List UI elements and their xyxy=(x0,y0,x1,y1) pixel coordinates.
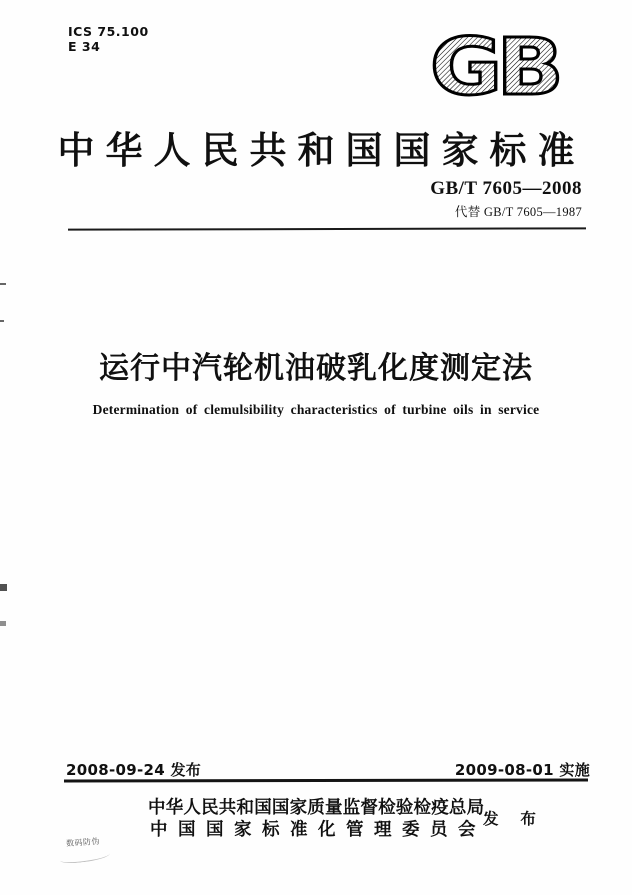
scan-artifact xyxy=(0,320,4,322)
national-standard-heading: 中华人民共和国国家标准 xyxy=(57,131,586,172)
document-title-english: Determination of clemulsibility characteristics of turbine oils in service xyxy=(92,402,540,417)
publish-label: 发 布 xyxy=(483,811,545,828)
ics-classification-block xyxy=(68,24,149,54)
publisher-line-2: 中国国家标准化管理委员会 xyxy=(150,819,486,839)
ics-code: ICS 75.100 xyxy=(68,24,149,39)
document-title-chinese: 运行中汽轮机油破乳化度测定法 xyxy=(99,351,533,386)
watermark-squiggle xyxy=(60,849,111,864)
date-row xyxy=(66,759,590,780)
issue-date: 2008-09-24 发布 xyxy=(66,761,202,779)
gb-logo-icon xyxy=(424,26,564,106)
standard-number-block xyxy=(430,178,582,220)
implement-date: 2009-08-01 实施 xyxy=(454,761,590,779)
scan-artifact xyxy=(0,283,6,285)
publisher-block xyxy=(148,796,486,840)
scan-artifact xyxy=(0,621,6,626)
replaces-note: 代替 GB/T 7605—1987 xyxy=(454,205,582,219)
footer-divider xyxy=(64,779,588,783)
publisher-line-1: 中华人民共和国国家质量监督检验检疫总局 xyxy=(148,797,485,817)
svg-text:GB: GB xyxy=(430,26,558,106)
standard-number: GB/T 7605—2008 xyxy=(430,178,582,199)
anti-counterfeit-watermark: 数码防伪 xyxy=(65,836,101,849)
scan-artifact xyxy=(0,584,7,591)
doc-class-code: E 34 xyxy=(68,39,101,54)
header-divider xyxy=(68,227,586,230)
